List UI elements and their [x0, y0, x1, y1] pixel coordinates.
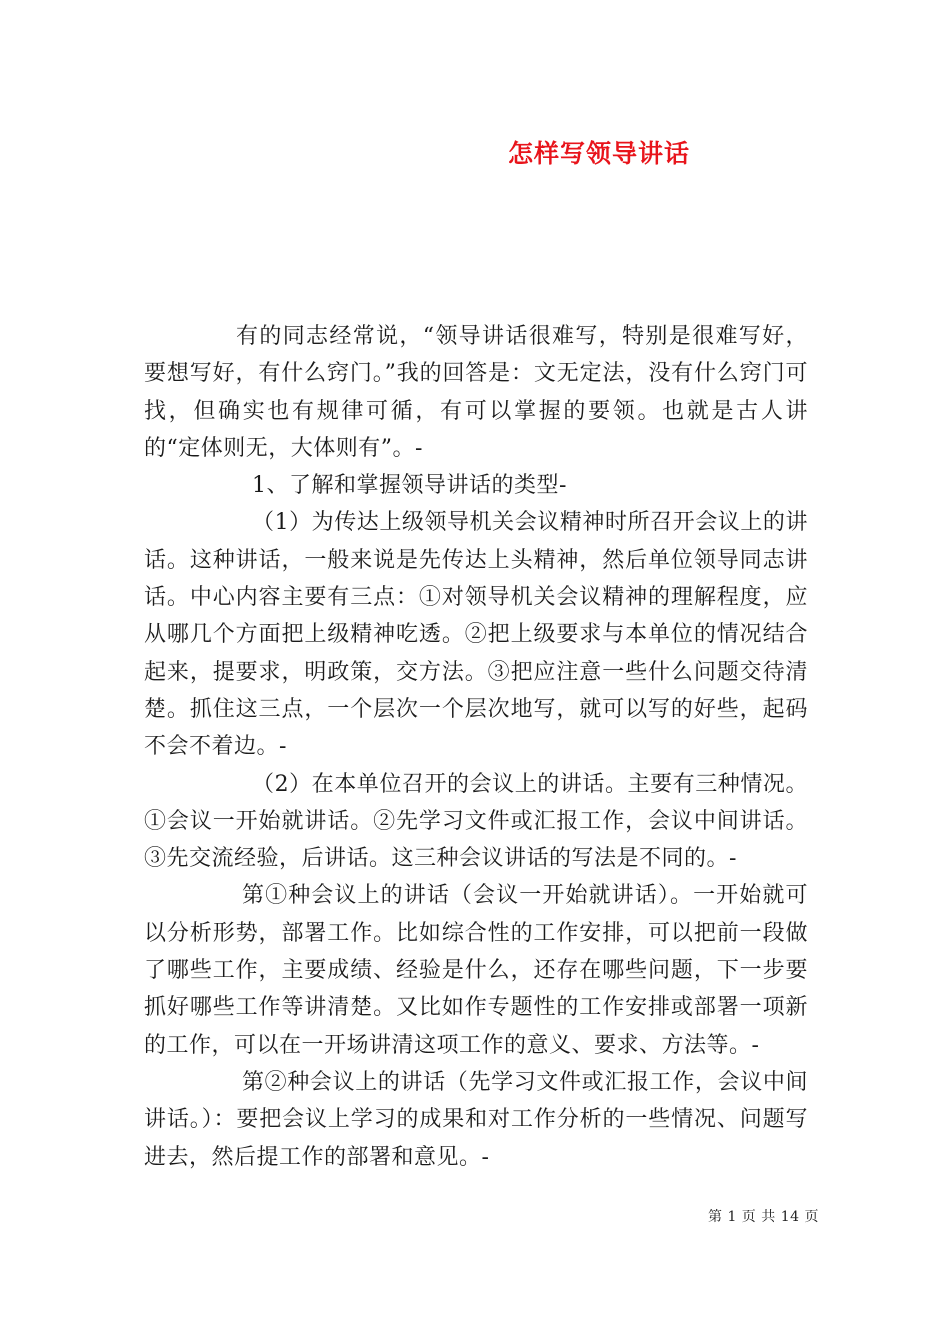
- section-heading-1: 1、了解和掌握领导讲话的类型-: [252, 473, 567, 499]
- paragraph-meeting-2: 第②种会议上的讲话（先学习文件或汇报工作，会议中间讲话。）：要把会议上学习的成果和对工作分析的一些情况、问题写进去，然后提工作的部署和意见。-: [144, 1069, 808, 1170]
- paragraph-type-1: （1）为传达上级领导机关会议精神时所召开会议上的讲话。这种讲话，一般来说是先传达上头精神，然后单位领导同志讲话。中心内容主要有三点：①对领导机关会议精神的理解程度，应从哪几个方面把上级精神吃透。②把上级要求与本单位的情况结合起来，提要求，明政策，交方法。③把应注意一些什么问题交待清楚。抓住这三点，一个层次一个层次地写，就可以写的好些，起码不会不着边。-: [144, 510, 808, 760]
- page-number-footer: 第 1 页 共 14 页: [708, 1209, 819, 1225]
- paragraph-meeting-1: 第①种会议上的讲话（会议一开始就讲话）。一开始就可以分析形势，部署工作。比如综合性的工作安排，可以把前一段做了哪些工作，主要成绩、经验是什么，还存在哪些问题，下一步要抓好哪些工作等讲清楚。又比如作专题性的工作安排或部署一项新的工作，可以在一开场讲清这项工作的意义、要求、方法等。-: [144, 883, 808, 1058]
- document-title: 怎样写领导讲话: [508, 139, 691, 168]
- paragraph-intro: 有的同志经常说，“领导讲话很难写，特别是很难写好，要想写好，有什么窍门。”我的回答是：文无定法，没有什么窍门可找，但确实也有规律可循，有可以掌握的要领。也就是古人讲的“定体则无，大体则有”。-: [144, 324, 808, 461]
- document-body: [144, 318, 808, 1176]
- paragraph-type-2: （2）在本单位召开的会议上的讲话。主要有三种情况。①会议一开始就讲话。②先学习文件或汇报工作，会议中间讲话。③先交流经验，后讲话。这三种会议讲话的写法是不同的。-: [144, 771, 808, 872]
